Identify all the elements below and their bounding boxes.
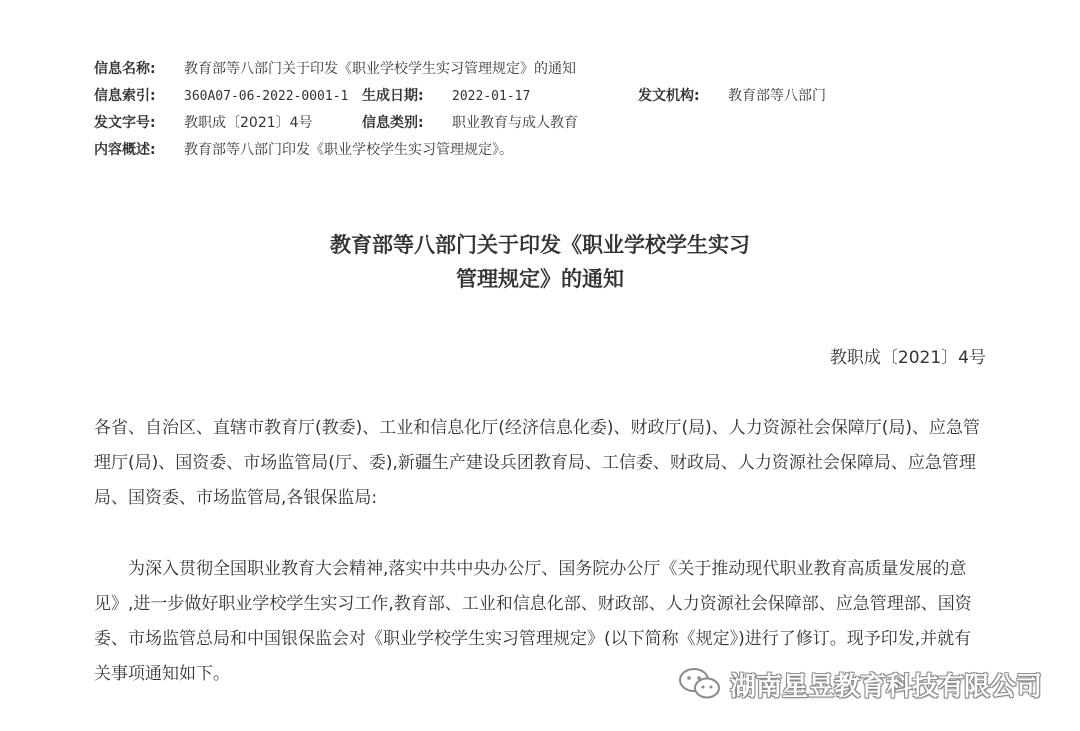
- watermark-text: 湖南星昱教育科技有限公司: [730, 671, 1043, 702]
- issuer-label: 发文机构:: [638, 88, 700, 104]
- info-metadata: [94, 56, 994, 164]
- watermark: [678, 664, 1042, 704]
- docno-value: 教职成〔2021〕4号: [184, 115, 313, 131]
- index-label: 信息索引:: [94, 88, 156, 104]
- meta-row-info-name: [94, 56, 994, 83]
- wechat-icon: [678, 667, 722, 701]
- index-value: 360A07-06-2022-0001-1: [184, 89, 349, 104]
- docno-label: 发文字号:: [94, 115, 156, 131]
- info-name-label: 信息名称:: [94, 61, 156, 77]
- issuer-value: 教育部等八部门: [728, 88, 826, 104]
- date-value: 2022-01-17: [452, 89, 531, 104]
- category-value: 职业教育与成人教育: [452, 115, 578, 131]
- document-title-line-1: 教育部等八部门关于印发《职业学校学生实习: [330, 233, 750, 257]
- info-name-value: 教育部等八部门关于印发《职业学校学生实习管理规定》的通知: [184, 61, 576, 77]
- document-number: 教职成〔2021〕4号: [829, 348, 986, 368]
- addressee-paragraph: 各省、自治区、直辖市教育厅(教委)、工业和信息化厅(经济信息化委)、财政厅(局)、人力资源社会保障厅(局)、应急管理厅(局)、国资委、市场监管局(厅、委),新疆生产建设兵团教育局、工信委、财政局、人力资源社会保障局、应急管理局、国资委、市场监管局,各银保监局:: [94, 418, 981, 508]
- body-paragraph: 为深入贯彻全国职业教育大会精神,落实中共中央办公厅、国务院办公厅《关于推动现代职业教育高质量发展的意见》,进一步做好职业学校学生实习工作,教育部、工业和信息化部、财政部、人力资源社会保障部、应急管理部、国资委、市场监管总局和中国银保监会对《职业学校学生实习管理规定》(以下简称《规定》)进行了修订。现予印发,并就有关事项通知如下。: [94, 559, 972, 684]
- document-title-line-2: 管理规定》的通知: [456, 267, 624, 291]
- date-label: 生成日期:: [362, 88, 424, 104]
- summary-value: 教育部等八部门印发《职业学校学生实习管理规定》。: [184, 142, 513, 158]
- meta-row-index: [94, 83, 994, 110]
- category-label: 信息类别:: [362, 115, 424, 131]
- meta-row-docno: [94, 110, 994, 137]
- summary-label: 内容概述:: [94, 142, 156, 158]
- document-title: [0, 228, 1080, 296]
- meta-row-summary: [94, 137, 994, 164]
